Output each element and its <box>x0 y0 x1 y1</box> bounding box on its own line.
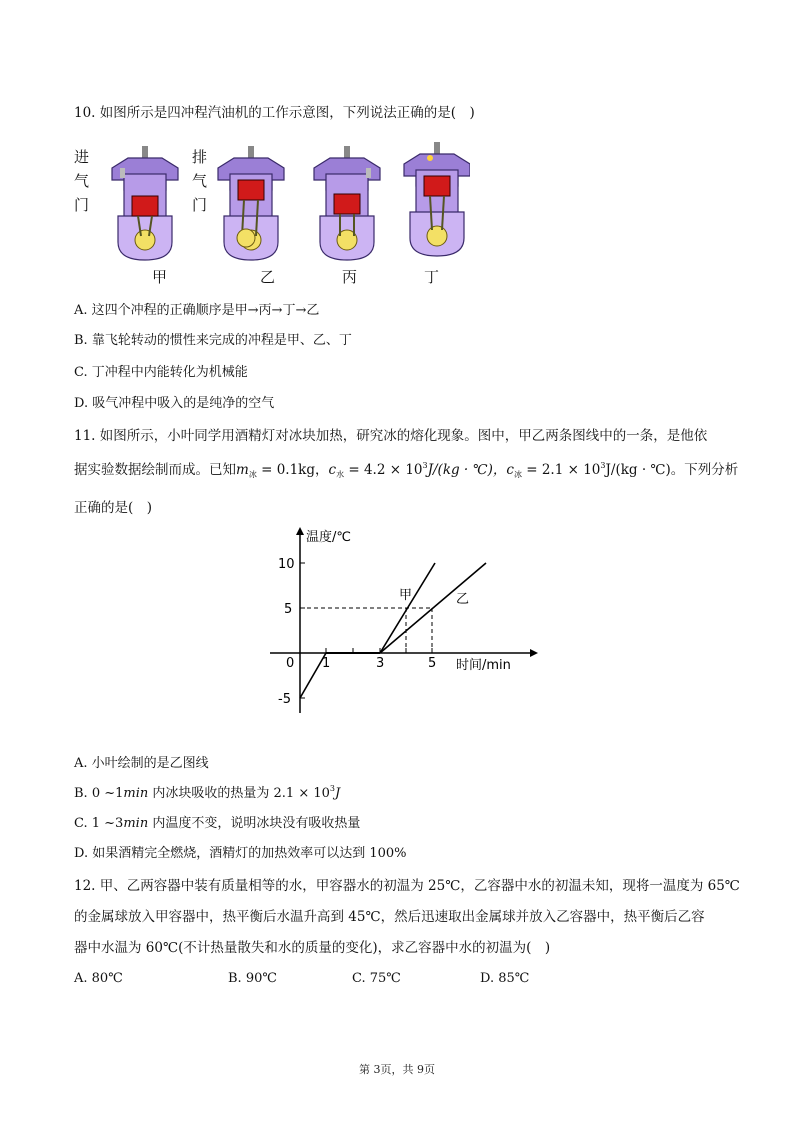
temperature-time-graph <box>270 525 540 720</box>
y-axis-label: 温度/℃ <box>306 530 351 545</box>
x-axis-label: 时间/min <box>456 658 511 673</box>
q11-option-c <box>74 815 360 833</box>
q11-option-c-unit: min <box>123 816 149 831</box>
q10-option-b: B. 靠飞轮转动的惯性来完成的冲程是甲、乙、丁 <box>74 333 352 348</box>
intake-label-1: 进 <box>74 148 90 166</box>
engine-ding-icon <box>404 142 470 256</box>
engine-label-yi: 乙 <box>260 268 276 286</box>
q11-option-a: A. 小叶绘制的是乙图线 <box>74 756 209 771</box>
c-ice-unit: J/(kg · ℃)。下列分析 <box>605 462 739 478</box>
c-water-value: = 4.2 × 10 <box>344 462 423 478</box>
y-tick-label-minus5: -5 <box>278 692 291 707</box>
series-yi-label: 乙 <box>456 592 470 607</box>
exhaust-label-1: 排 <box>192 148 208 166</box>
engine-strokes-svg <box>70 138 470 266</box>
q12-line3: 器中水温为 60℃(不计热量散失和水的质量的变化)，求乙容器中水的初温为( ) <box>74 940 551 956</box>
q12-option-c: C. 75℃ <box>352 971 401 986</box>
q12-line1: 12. 甲、乙两容器中装有质量相等的水，甲容器水的初温为 25℃，乙容器中水的初温未知，现将一温度为 65℃ <box>74 878 740 894</box>
q11-option-b-prefix: B. 0 ~1 <box>74 786 124 801</box>
mass-value: = 0.1kg， <box>256 462 329 478</box>
q12-option-a: A. 80℃ <box>74 971 123 986</box>
y-tick-label-10: 10 <box>278 557 295 572</box>
q11-stem-line2 <box>74 461 738 481</box>
y-tick-label-5: 5 <box>284 602 293 617</box>
c-ice-exponent: 3 <box>600 461 606 470</box>
x-tick-label-5: 5 <box>428 656 437 671</box>
q11-option-b-mid: 内冰块吸收的热量为 2.1 × 10 <box>148 786 330 801</box>
c-ice-symbol: c <box>506 462 514 478</box>
q11-stem-line3: 正确的是( ) <box>74 500 153 516</box>
c-ice-value: = 2.1 × 10 <box>521 462 601 478</box>
engine-jia-icon <box>112 146 178 260</box>
engine-bing-icon <box>314 146 380 260</box>
intake-label-2: 气 <box>74 172 90 190</box>
q10-option-a: A. 这四个冲程的正确顺序是甲→丙→丁→乙 <box>74 303 320 318</box>
c-water-exponent: 3 <box>422 461 428 470</box>
q10-option-d: D. 吸气冲程中吸入的是纯净的空气 <box>74 396 275 411</box>
x-tick-label-1: 1 <box>322 656 331 671</box>
q12-line2: 的金属球放入甲容器中，热平衡后水温升高到 45℃，然后迅速取出金属球并放入乙容器中，热平衡后乙容 <box>74 909 705 925</box>
q11-option-b <box>74 785 340 804</box>
exhaust-label-3: 门 <box>192 196 208 214</box>
q10-stem: 10. 如图所示是四冲程汽油机的工作示意图，下列说法正确的是( ) <box>74 105 475 121</box>
c-water-subscript: 水 <box>336 470 345 479</box>
q11-stem-line1: 11. 如图所示，小叶同学用酒精灯对冰块加热，研究冰的熔化现象。图中，甲乙两条图线中的一条，是他依 <box>74 428 708 444</box>
q11-option-b-exponent: 3 <box>329 784 335 793</box>
origin-label: 0 <box>286 656 295 671</box>
x-axis-arrow-icon <box>530 649 538 657</box>
c-ice-subscript: 冰 <box>513 470 522 479</box>
mass-subscript: 冰 <box>248 470 257 479</box>
q12-option-b: B. 90℃ <box>228 971 277 986</box>
heating-segment-ice <box>300 653 326 698</box>
q11-line2-prefix: 据实验数据绘制而成。已知 <box>74 462 236 478</box>
intake-label-3: 门 <box>74 196 90 214</box>
page-footer: 第 3页，共 9页 <box>359 1063 435 1076</box>
q11-option-c-prefix: C. 1 ~3 <box>74 816 124 831</box>
q10-option-c: C. 丁冲程中内能转化为机械能 <box>74 365 248 380</box>
exhaust-label-2: 气 <box>192 172 208 190</box>
q11-option-b-unit: min <box>123 786 149 801</box>
engine-label-jia: 甲 <box>152 268 168 286</box>
q12-option-d: D. 85℃ <box>480 971 530 986</box>
engine-label-bing: 丙 <box>342 268 358 286</box>
x-tick-label-3: 3 <box>376 656 385 671</box>
q11-option-d: D. 如果酒精完全燃烧，酒精灯的加热效率可以达到 100% <box>74 846 407 861</box>
series-yi-line <box>380 563 486 653</box>
c-water-unit: J/(kg · ℃)， <box>427 462 507 478</box>
mass-symbol: m <box>236 462 249 478</box>
engine-diagram <box>70 138 470 288</box>
engine-label-ding: 丁 <box>424 268 440 286</box>
c-water-symbol: c <box>328 462 337 478</box>
engine-yi-icon <box>218 146 284 260</box>
y-axis-arrow-icon <box>296 527 304 535</box>
series-jia-label: 甲 <box>399 588 413 603</box>
q11-option-b-joule: J <box>334 786 341 801</box>
q11-option-c-text: 内温度不变，说明冰块没有吸收热量 <box>148 816 361 831</box>
